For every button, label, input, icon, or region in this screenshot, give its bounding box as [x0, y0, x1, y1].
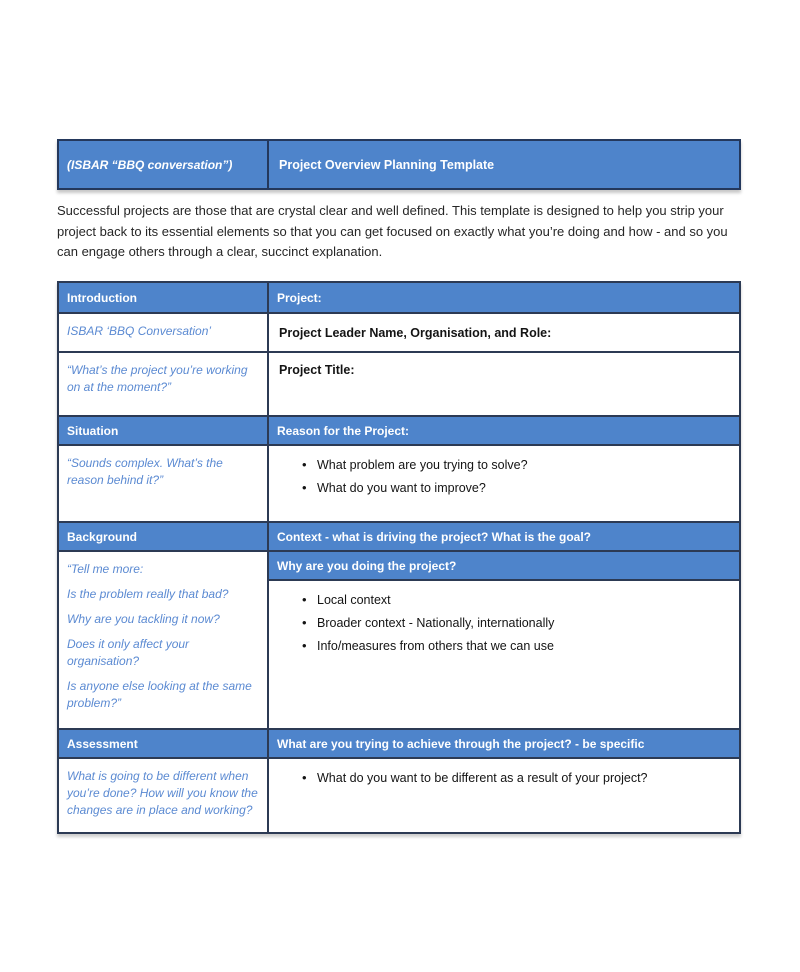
section-header-background	[59, 521, 739, 550]
assessment-bullet-list	[269, 759, 739, 802]
header-project-label: Project:	[277, 290, 322, 305]
planning-table	[57, 281, 741, 834]
header-situation-label: Situation	[59, 417, 269, 444]
table-row	[59, 312, 739, 351]
header-introduction-label: Introduction	[59, 283, 269, 312]
section-header-assessment	[59, 728, 739, 757]
what-different-quote: What is going to be different when you’re done? How will you know the changes are in place and working?	[59, 759, 269, 832]
section-header-introduction	[59, 283, 739, 312]
bullet-item: • Info/measures from others that we can use	[302, 639, 729, 653]
bullet-item: • Broader context - Nationally, internationally	[302, 616, 729, 630]
project-leader-label: Project Leader Name, Organisation, and Role:	[279, 326, 552, 340]
quote-line: Does it only affect your organisation?	[67, 637, 190, 668]
bullet-item: • What problem are you trying to solve?	[302, 458, 729, 472]
bullet-item: • Local context	[302, 593, 729, 607]
header-assessment-label: Assessment	[59, 730, 269, 757]
situation-bullet-list	[269, 446, 739, 512]
section-header-situation	[59, 415, 739, 444]
header-achieve-label: What are you trying to achieve through the project? - be specific	[277, 736, 645, 751]
isbar-conversation-quote: ISBAR ‘BBQ Conversation’	[59, 314, 269, 351]
table-row	[59, 757, 739, 832]
tell-me-more-quote	[59, 552, 269, 728]
quote-line: Why are you tackling it now?	[67, 612, 220, 626]
subheader-why-doing-project: Why are you doing the project?	[269, 552, 739, 581]
project-title-label: Project Title:	[279, 363, 355, 377]
project-working-quote: “What’s the project you’re working on at the moment?”	[59, 353, 269, 415]
bullet-item: • What do you want to improve?	[302, 481, 729, 495]
template-tag: (ISBAR “BBQ conversation”)	[59, 141, 269, 188]
background-bullet-list	[269, 581, 739, 670]
header-background-label: Background	[59, 523, 269, 550]
header-context-label: Context - what is driving the project? What is the goal?	[277, 529, 592, 544]
table-row	[59, 351, 739, 415]
page-title: Project Overview Planning Template	[279, 157, 495, 172]
sounds-complex-quote: “Sounds complex. What’s the reason behind it?”	[59, 446, 269, 521]
quote-line: Is anyone else looking at the same problem?”	[67, 679, 252, 710]
intro-paragraph: Successful projects are those that are crystal clear and well defined. This template is designed to help you strip your project back to its essential elements so that you can get focused on exactly what you’re doing and how - and so you can engage others through a clear, succinct explanation.	[57, 203, 728, 259]
header-reason-label: Reason for the Project:	[277, 423, 410, 438]
table-row	[59, 444, 739, 521]
table-row	[59, 550, 739, 728]
bullet-item: • What do you want to be different as a result of your project?	[302, 771, 729, 785]
quote-line: Is the problem really that bad?	[67, 587, 229, 601]
quote-line: “Tell me more:	[67, 562, 144, 576]
title-bar	[57, 139, 741, 190]
